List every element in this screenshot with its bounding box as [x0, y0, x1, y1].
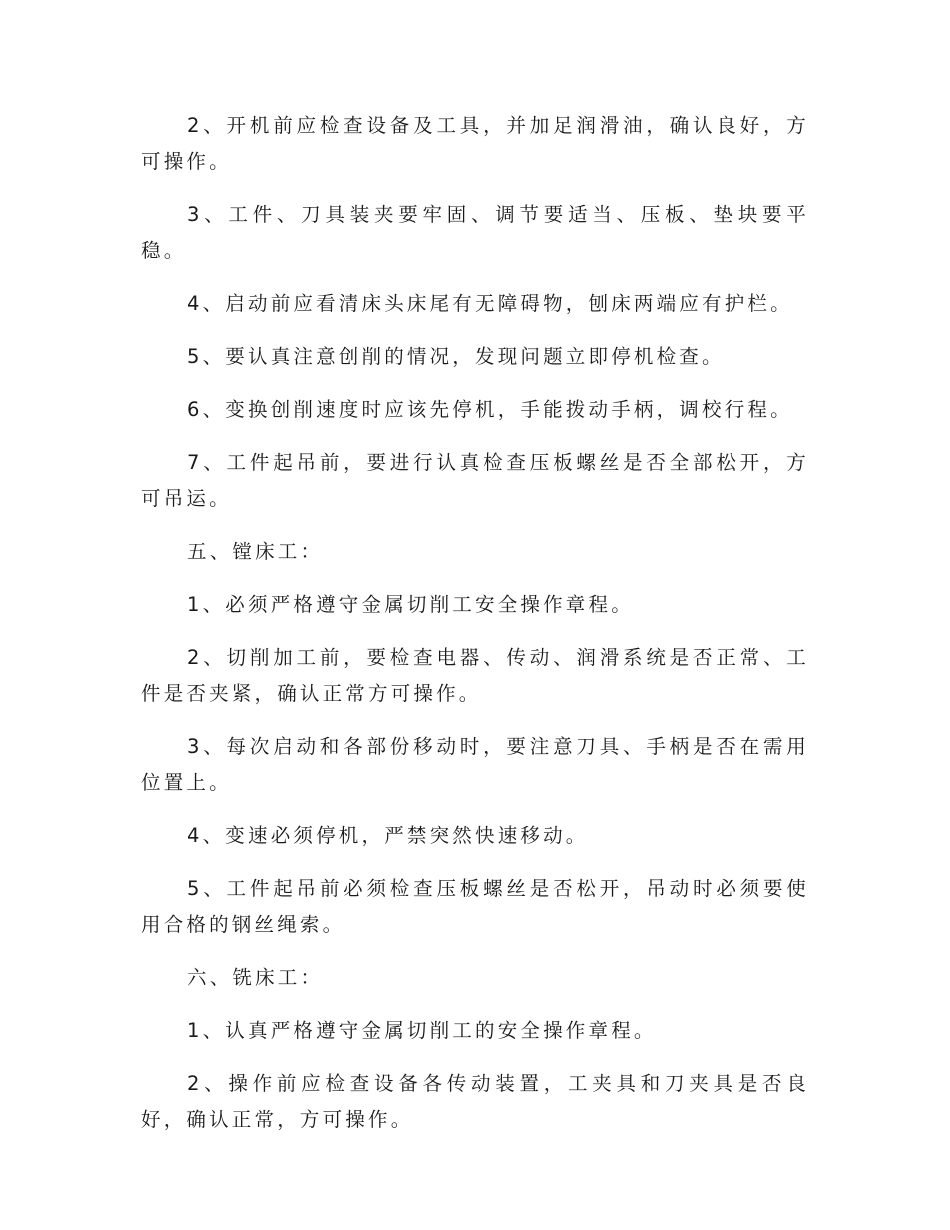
paragraph-boring-1: 1、必须严格遵守金属切削工安全操作章程。 [187, 593, 634, 616]
paragraph-boring-5: 5、工件起吊前必须检查压板螺丝是否松开，吊动时必须要使用合格的钢丝绳索。 [141, 877, 809, 936]
paragraph-boring-2: 2、切削加工前，要检查电器、传动、润滑系统是否正常、工件是否夹紧，确认正常方可操作。 [141, 646, 809, 705]
paragraph-planer-6: 6、变换创削速度时应该先停机，手能拨动手柄，调校行程。 [187, 398, 793, 421]
paragraph-planer-5: 5、要认真注意创削的情况，发现问题立即停机检查。 [187, 345, 725, 368]
paragraph-planer-4: 4、启动前应看清床头床尾有无障碍物，刨床两端应有护栏。 [187, 292, 793, 315]
section-heading-boring: 五、镗床工： [187, 540, 324, 563]
paragraph-milling-1: 1、认真严格遵守金属切削工的安全操作章程。 [187, 1019, 657, 1042]
paragraph-boring-3: 3、每次启动和各部份移动时，要注意刀具、手柄是否在需用位置上。 [141, 735, 809, 794]
paragraph-planer-3: 3、工件、刀具装夹要牢固、调节要适当、压板、垫块要平稳。 [141, 203, 809, 262]
section-heading-milling: 六、铣床工： [187, 966, 324, 989]
paragraph-boring-4: 4、变速必须停机，严禁突然快速移动。 [187, 824, 589, 847]
paragraph-milling-2: 2、操作前应检查设备各传动装置，工夹具和刀夹具是否良好，确认正常，方可操作。 [141, 1072, 809, 1131]
paragraph-planer-2: 2、开机前应检查设备及工具，并加足润滑油，确认良好，方可操作。 [141, 114, 809, 173]
document-body [141, 108, 809, 1155]
paragraph-planer-7: 7、工件起吊前，要进行认真检查压板螺丝是否全部松开，方可吊运。 [141, 451, 809, 510]
